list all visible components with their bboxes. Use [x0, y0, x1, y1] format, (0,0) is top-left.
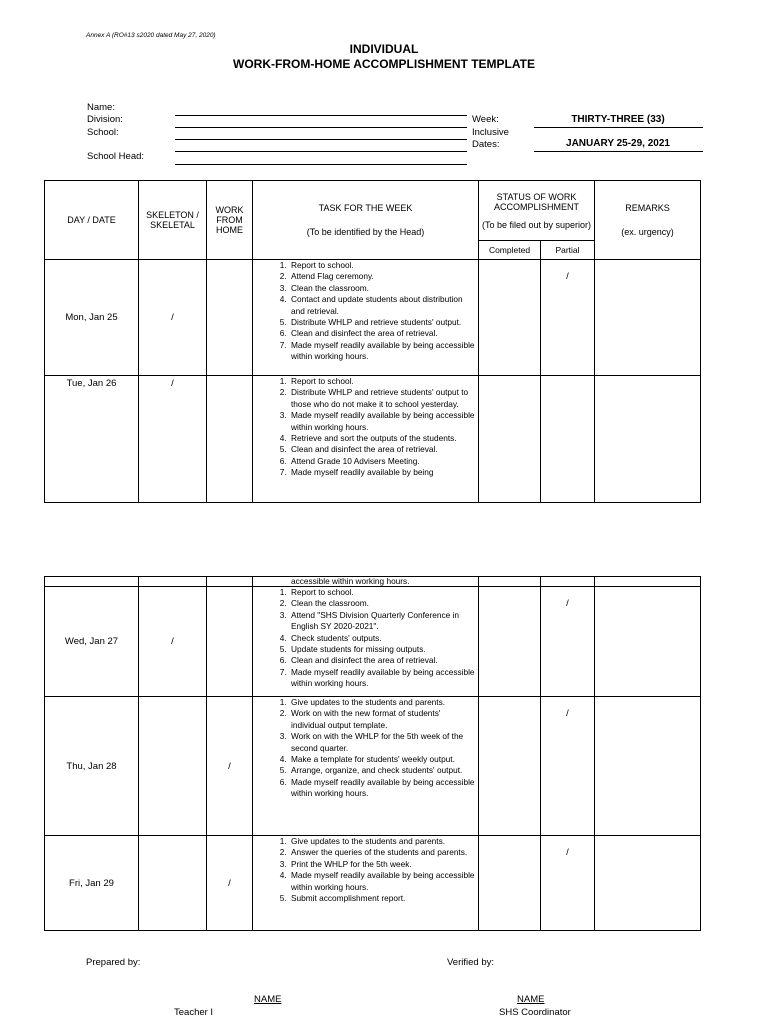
row-partial-mark: /	[541, 587, 595, 697]
row-partial-mark	[541, 376, 595, 503]
row-partial-mark: /	[541, 836, 595, 931]
division-label: Division:	[87, 114, 123, 125]
inclusive-label: Inclusive	[472, 127, 509, 138]
col-header-skeleton: SKELETON / SKELETAL	[139, 181, 207, 260]
row-wfh-mark: /	[207, 697, 253, 836]
preparer-name: NAME	[254, 994, 282, 1005]
col-header-task	[253, 181, 479, 260]
col-header-completed: Completed	[479, 241, 541, 260]
task-item: 7. Made myself readily available by being	[289, 467, 476, 478]
remarks-header-label: REMARKS	[625, 203, 670, 213]
prepared-by-label: Prepared by:	[86, 957, 141, 968]
title-line-1: INDIVIDUAL	[349, 42, 419, 56]
task-item: 1. Report to school.	[289, 376, 476, 387]
task-item: 4. Made myself readily available by being accessible within working hours.	[289, 870, 476, 893]
col-header-partial: Partial	[541, 241, 595, 260]
row-skeleton-mark: /	[139, 260, 207, 376]
table-row	[45, 836, 701, 931]
table-row	[45, 587, 701, 697]
week-label: Week:	[472, 114, 499, 125]
school-line	[175, 139, 467, 140]
row-day: Fri, Jan 29	[45, 836, 139, 931]
dates-label: Dates:	[472, 139, 500, 150]
task-item: 3. Work on with the WHLP for the 5th week of the second quarter.	[289, 731, 476, 754]
task-header-label: TASK FOR THE WEEK	[318, 203, 413, 213]
continued-task-text: accessible within working hours.	[253, 577, 479, 587]
status-header-note: (To be filed out by superior)	[481, 219, 592, 230]
row-tasks	[253, 587, 479, 697]
row-tasks	[253, 260, 479, 376]
verified-by-label: Verified by:	[447, 957, 494, 968]
row-wfh-mark	[207, 587, 253, 697]
task-item: 1. Report to school.	[289, 260, 476, 271]
task-item: 1. Give updates to the students and parents.	[289, 836, 476, 847]
verifier-name: NAME	[517, 994, 545, 1005]
task-item: 3. Print the WHLP for the 5th week.	[289, 859, 476, 870]
row-partial-mark: /	[541, 697, 595, 836]
col-header-status	[479, 181, 595, 241]
table-row	[45, 376, 701, 503]
preparer-role: Teacher I	[174, 1007, 214, 1018]
task-item: 1. Report to school.	[289, 587, 476, 598]
row-day: Wed, Jan 27	[45, 587, 139, 697]
dates-value: JANUARY 25-29, 2021	[566, 138, 670, 149]
row-day: Mon, Jan 25	[45, 260, 139, 376]
week-value: THIRTY-THREE (33)	[571, 114, 665, 125]
table-row	[45, 260, 701, 376]
row-partial-mark: /	[541, 260, 595, 376]
task-item: 5. Arrange, organize, and check students' output.	[289, 765, 476, 776]
task-item: 5. Distribute WHLP and retrieve students' output.	[289, 317, 476, 328]
task-item: 2. Attend Flag ceremony.	[289, 271, 476, 282]
row-completed	[479, 836, 541, 931]
annex-reference: Annex A (RO#13 s2020 dated May 27, 2020)	[86, 32, 216, 39]
task-item: 3. Clean the classroom.	[289, 283, 476, 294]
task-item: 1. Give updates to the students and parents.	[289, 697, 476, 708]
row-completed	[479, 260, 541, 376]
task-item: 3. Attend "SHS Division Quarterly Conference in English SY 2020-2021".	[289, 610, 476, 633]
task-item: 6. Made myself readily available by being accessible within working hours.	[289, 777, 476, 800]
row-remarks	[595, 587, 701, 697]
name-label: Name:	[87, 102, 115, 113]
row-day: Tue, Jan 26	[45, 376, 139, 503]
row-day: Thu, Jan 28	[45, 697, 139, 836]
task-item: 4. Contact and update students about distribution and retrieval.	[289, 294, 476, 317]
status-header-label: STATUS OF WORK ACCOMPLISHMENT	[493, 191, 579, 212]
row-remarks	[595, 697, 701, 836]
task-item: 4. Check students' outputs.	[289, 633, 476, 644]
col-header-remarks	[595, 181, 701, 260]
row-remarks	[595, 260, 701, 376]
task-item: 4. Make a template for students' weekly output.	[289, 754, 476, 765]
row-tasks	[253, 697, 479, 836]
row-remarks	[595, 836, 701, 931]
accomplishment-table-part-1	[44, 180, 701, 503]
school-line-2	[175, 151, 467, 152]
row-completed	[479, 376, 541, 503]
school-head-line	[175, 164, 467, 165]
col-header-wfh: WORK FROM HOME	[207, 181, 253, 260]
row-skeleton-mark: /	[139, 587, 207, 697]
row-skeleton-mark: /	[139, 376, 207, 503]
dates-line	[534, 151, 703, 152]
school-label: School:	[87, 127, 119, 138]
school-head-label: School Head:	[87, 151, 145, 162]
row-completed	[479, 697, 541, 836]
verifier-role: SHS Coordinator	[499, 1007, 571, 1018]
task-item: 5. Submit accomplishment report.	[289, 893, 476, 904]
table-row	[45, 697, 701, 836]
remarks-header-note: (ex. urgency)	[621, 227, 674, 237]
title-line-2: WORK-FROM-HOME ACCOMPLISHMENT TEMPLATE	[233, 57, 535, 71]
task-item: 2. Answer the queries of the students and parents.	[289, 847, 476, 858]
row-wfh-mark	[207, 260, 253, 376]
division-line	[175, 127, 467, 128]
task-item: 6. Attend Grade 10 Advisers Meeting.	[289, 456, 476, 467]
task-item: 2. Distribute WHLP and retrieve students' output to those who do not make it to school yesterday.	[289, 387, 476, 410]
row-remarks	[595, 376, 701, 503]
task-header-note: (To be identified by the Head)	[306, 227, 425, 237]
week-line	[534, 127, 703, 128]
table-row-continuation	[45, 577, 701, 587]
task-item: 2. Work on with the new format of students' individual output template.	[289, 708, 476, 731]
task-item: 3. Made myself readily available by being accessible within working hours.	[289, 410, 476, 433]
task-item: 5. Update students for missing outputs.	[289, 644, 476, 655]
task-item: 7. Made myself readily available by being accessible within working hours.	[289, 340, 476, 363]
row-skeleton-mark	[139, 697, 207, 836]
row-wfh-mark: /	[207, 836, 253, 931]
row-tasks	[253, 836, 479, 931]
accomplishment-table-part-2	[44, 576, 701, 931]
task-item: 5. Clean and disinfect the area of retrieval.	[289, 444, 476, 455]
task-item: 4. Retrieve and sort the outputs of the students.	[289, 433, 476, 444]
col-header-day: DAY / DATE	[45, 181, 139, 260]
row-tasks	[253, 376, 479, 503]
task-item: 6. Clean and disinfect the area of retrieval.	[289, 328, 476, 339]
task-item: 6. Clean and disinfect the area of retrieval.	[289, 655, 476, 666]
row-wfh-mark	[207, 376, 253, 503]
row-skeleton-mark	[139, 836, 207, 931]
task-item: 7. Made myself readily available by being accessible within working hours.	[289, 667, 476, 690]
row-completed	[479, 587, 541, 697]
task-item: 2. Clean the classroom.	[289, 598, 476, 609]
name-line	[175, 115, 467, 116]
